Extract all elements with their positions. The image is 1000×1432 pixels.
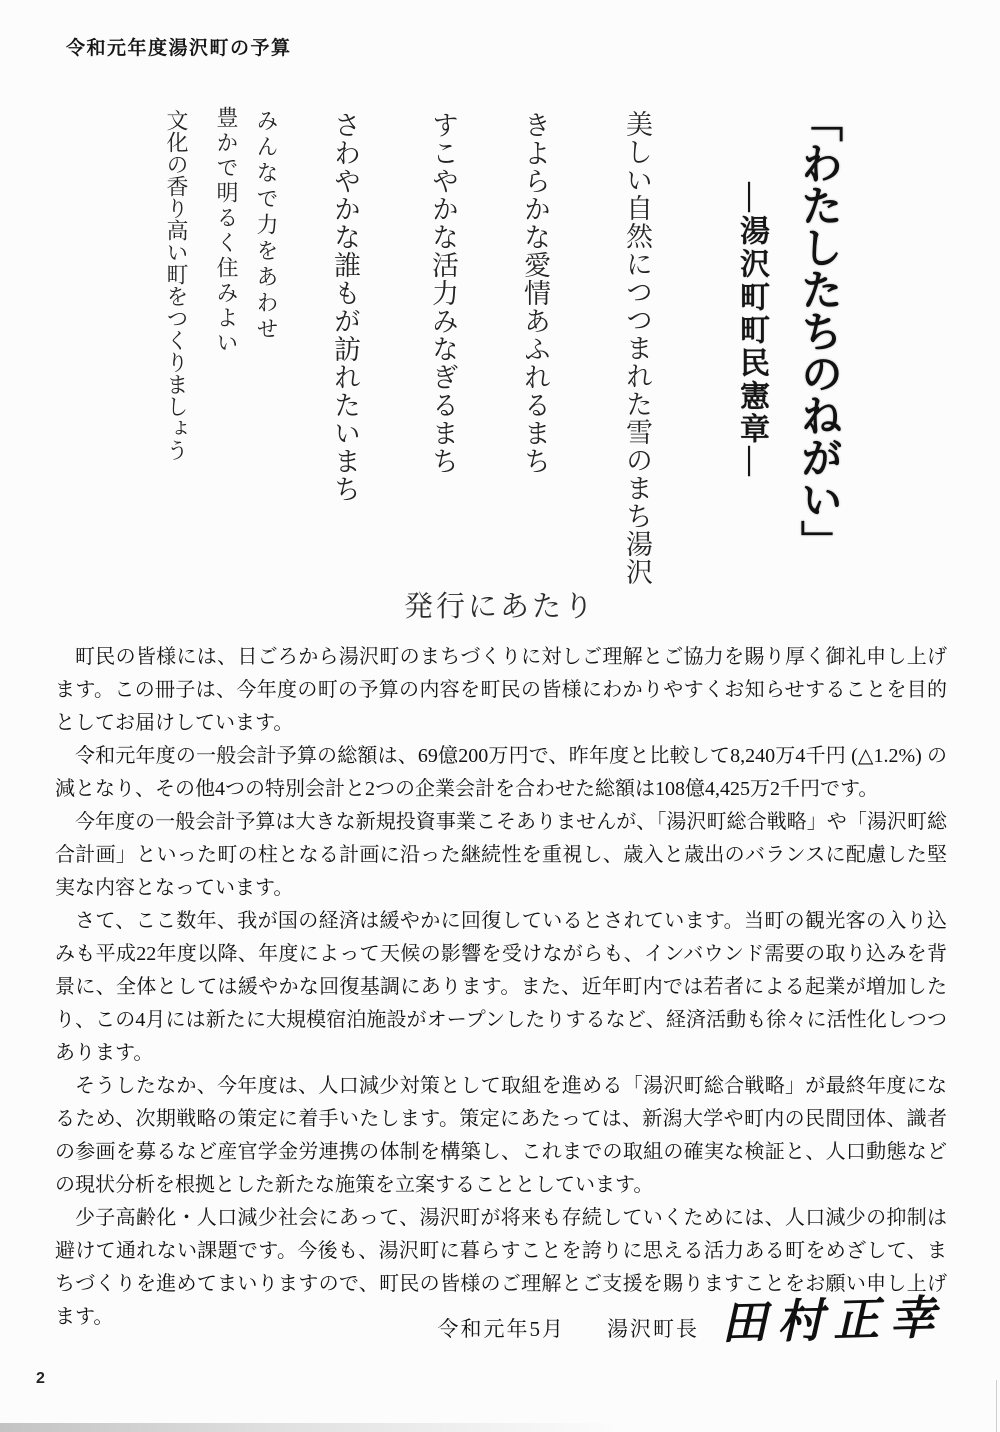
foreword-paragraph: さて、ここ数年、我が国の経済は緩やかに回復しているとされています。当町の観光客の入り込みも平成22年度以降、年度によって天候の影響を受けながらも、インバウンド需要の取り込みを背景に、全体としては緩やかな回復基調にあります。また、近年町内では若者による起業が増加したり、この4月には新たに大規模宿泊施設がオープンしたりするなど、経済活動も徐々に活性化しつつあります。 bbox=[55, 910, 947, 1064]
foreword-paragraph: 令和元年度の一般会計予算の総額は、69億200万円で、昨年度と比較して8,240万4千円 (△1.2%) の減となり、その他4つの特別会計と2つの企業会計を合わせた総額は108億4,425万2千円です。 bbox=[55, 745, 947, 800]
signature-row bbox=[0, 1284, 945, 1350]
charter-line-4: さわやかな誰もが訪れたいまち bbox=[330, 111, 360, 503]
document-header-title: 令和元年度湯沢町の予算 bbox=[66, 38, 292, 59]
signature-date: 令和元年5月 bbox=[437, 1317, 565, 1341]
foreword-paragraph: 町民の皆様には、日ごろから湯沢町のまちづくりに対しご理解とご協力を賜り厚く御礼申し上げます。この冊子は、今年度の町の予算の内容を町民の皆様にわかりやすくお知らせすることを目的としてお届けしています。 bbox=[55, 646, 947, 734]
foreword-paragraph: 少子高齢化・人口減少社会にあって、湯沢町が将来も存続していくためには、人口減少の抑制は避けて通れない課題です。今後も、湯沢町に暮らすことを誇りに思える活力ある町をめざして、まちづくりを進めてまいりますので、町民の皆様のご理解とご支援を賜りますことをお願い申し上げます。 bbox=[55, 1207, 947, 1328]
mayor-handwritten-signature: 田村正幸 bbox=[720, 1290, 946, 1350]
charter-subtitle: ―湯沢町町民憲章― bbox=[735, 182, 768, 479]
foreword-heading: 発行にあたり bbox=[403, 591, 596, 623]
scan-edge-artifact-right bbox=[996, 1380, 997, 1432]
charter-title: 「わたしたちのねがい」 bbox=[795, 100, 841, 562]
signature-mayor-title: 湯沢町長 bbox=[607, 1317, 699, 1341]
charter-closing-line-1: みんなで力をあわせ bbox=[254, 109, 279, 343]
foreword-paragraph: そうしたなか、今年度は、人口減少対策として取組を進める「湯沢町総合戦略」が最終年度になるため、次期戦略の策定に着手いたします。策定にあたっては、新潟大学や町内の民間団体、識者の参画を募るなど産官学金労連携の体制を構築し、これまでの取組の確実な検証と、人口動態などの現状分析を根拠とした新たな施策を立案することとしています。 bbox=[55, 1075, 947, 1196]
foreword-paragraph: 今年度の一般会計予算は大きな新規投資事業こそありませんが、「湯沢町総合戦略」や「湯沢町総合計画」といった町の柱となる計画に沿った継続性を重視し、歳入と歳出のバランスに配慮した堅実な内容となっています。 bbox=[55, 811, 947, 899]
charter-closing-line-3: 文化の香り高い町をつくりましょう bbox=[164, 109, 189, 461]
charter-closing-line-2: 豊かで明るく住みよい bbox=[214, 106, 239, 356]
page-number: 2 bbox=[36, 1370, 45, 1387]
charter-line-3: すこやかな活力みなぎるまち bbox=[428, 111, 458, 475]
charter-line-2: きよらかな愛情あふれるまち bbox=[520, 111, 550, 475]
foreword-body bbox=[55, 641, 947, 1334]
charter-line-1: 美しい自然につつまれた雪のまち湯沢 bbox=[622, 110, 652, 586]
scan-edge-artifact bbox=[0, 1423, 620, 1432]
